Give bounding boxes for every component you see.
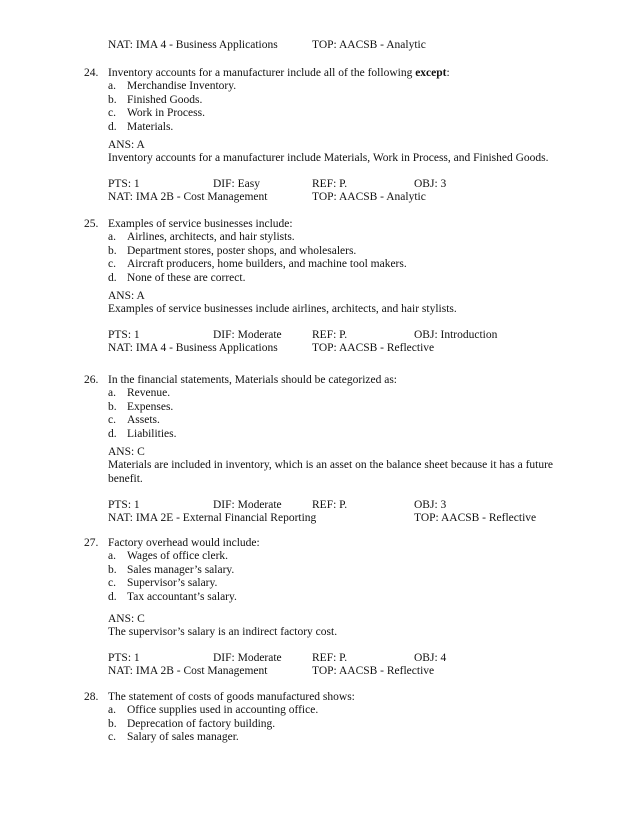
nat: NAT: IMA 2B - Cost Management — [108, 191, 268, 204]
nat: NAT: IMA 4 - Business Applications — [108, 342, 278, 355]
obj: OBJ: 4 — [414, 652, 447, 664]
question-text: The statement of costs of goods manufactured shows: — [108, 691, 355, 703]
explanation: The supervisor’s salary is an indirect factory cost. — [108, 626, 338, 639]
question-text: Examples of service businesses include: — [108, 218, 293, 230]
explanation: Examples of service businesses include airlines, architects, and hair stylists. — [108, 303, 457, 316]
explanation: Inventory accounts for a manufacturer include Materials, Work in Process, and Finished Goods. — [108, 152, 549, 165]
top: TOP: AACSB - Reflective — [312, 665, 435, 678]
top-nat: NAT: IMA 4 - Business Applications — [108, 39, 278, 51]
answer-block — [108, 446, 564, 487]
obj: OBJ: 3 — [414, 178, 447, 190]
question-number: 28. — [84, 691, 99, 703]
answer: ANS: A — [108, 139, 145, 151]
answer: ANS: C — [108, 613, 145, 625]
nat: NAT: IMA 2E - External Financial Reporting — [108, 512, 317, 525]
answer-block — [108, 139, 564, 166]
ref: REF: P. — [312, 652, 348, 664]
nat: NAT: IMA 2B - Cost Management — [108, 665, 268, 678]
question-number: 25. — [84, 218, 99, 230]
question-meta — [108, 178, 568, 205]
question-text: Inventory accounts for a manufacturer include all of the following except: — [108, 67, 450, 79]
top: TOP: AACSB - Reflective — [312, 342, 435, 355]
top-top: TOP: AACSB - Analytic — [312, 39, 426, 51]
answer-block — [108, 613, 564, 640]
obj: OBJ: 3 — [414, 499, 447, 511]
dif: DIF: Moderate — [213, 652, 282, 664]
answer: ANS: A — [108, 290, 145, 302]
top: TOP: AACSB - Analytic — [312, 191, 426, 204]
ref: REF: P. — [312, 329, 348, 341]
dif: DIF: Easy — [213, 178, 260, 190]
question-meta — [108, 652, 568, 679]
dif: DIF: Moderate — [213, 329, 282, 341]
answer-block — [108, 290, 564, 317]
top: TOP: AACSB - Reflective — [414, 512, 537, 525]
explanation: Materials are included in inventory, which is an asset on the balance sheet because it has a future benefit. — [108, 459, 554, 485]
obj: OBJ: Introduction — [414, 329, 498, 341]
question-text: Factory overhead would include: — [108, 537, 260, 549]
question-number: 26. — [84, 374, 99, 386]
pts: PTS: 1 — [108, 178, 140, 190]
pts: PTS: 1 — [108, 499, 140, 511]
document-page: NAT: IMA 4 - Business Applications TOP: AACSB - Analytic 24. Inventory accounts for a manufacturer include all of the following except: a. Merchandise Inventory. b. Finished Goods. c. Work in Process. d. Materials. ANS: A Inventory accounts for a manufacturer include Materials, Work in Process, and Finished Goods. PTS: 1 DIF: Easy REF: P. OBJ: 3 NAT: IMA 2B - Cost Management TOP: AACSB - Analytic 25. Examples of service businesses include: a. Airlines, architects, and hair stylists. b. Department stores, poster shops, and wholesalers. c. Aircraft producers, home builders, and machine tool makers. d. None of these are correct. ANS: A Examples of service businesses include airlines, architects, and hair stylists. PTS: 1 DIF: Moderate REF: P. OBJ: Introduction NAT: IMA 4 - Business Applications TOP: AACSB - Reflective 26. In the financial statements, Materials should be categorized as: a. Revenue. b. Expenses. c. Assets. d. Liabilities. ANS: C Materials are included in inventory, which is an asset on the balance sheet because it has a future benefit. PTS: 1 DIF: Moderate REF: P. OBJ: 3 NAT: IMA 2E - External Financial Reporting TOP: AACSB - Reflective 27. Factory overhead would include: a. Wages of office clerk. b. Sales manager’s salary. c. Supervisor’s salary. d. Tax accountant’s salary. ANS: C The supervisor’s salary is an indirect factory cost. PTS: 1 DIF: Moderate REF: P. OBJ: 4 NAT: IMA 2B - Cost Management TOP: AACSB - Reflective 28. The statement of costs of goods manufactured shows: a. Office supplies used in accounting office. b. Deprecation of factory building. c. Salary of sales manager. — [0, 0, 638, 826]
answer: ANS: C — [108, 446, 145, 458]
dif: DIF: Moderate — [213, 499, 282, 511]
question-emphasis: except — [415, 67, 447, 79]
question-meta — [108, 499, 568, 526]
question-number: 24. — [84, 67, 99, 79]
question-number: 27. — [84, 537, 99, 549]
pts: PTS: 1 — [108, 652, 140, 664]
question-meta — [108, 329, 568, 356]
ref: REF: P. — [312, 178, 348, 190]
question-text: In the financial statements, Materials should be categorized as: — [108, 374, 397, 386]
pts: PTS: 1 — [108, 329, 140, 341]
ref: REF: P. — [312, 499, 348, 511]
